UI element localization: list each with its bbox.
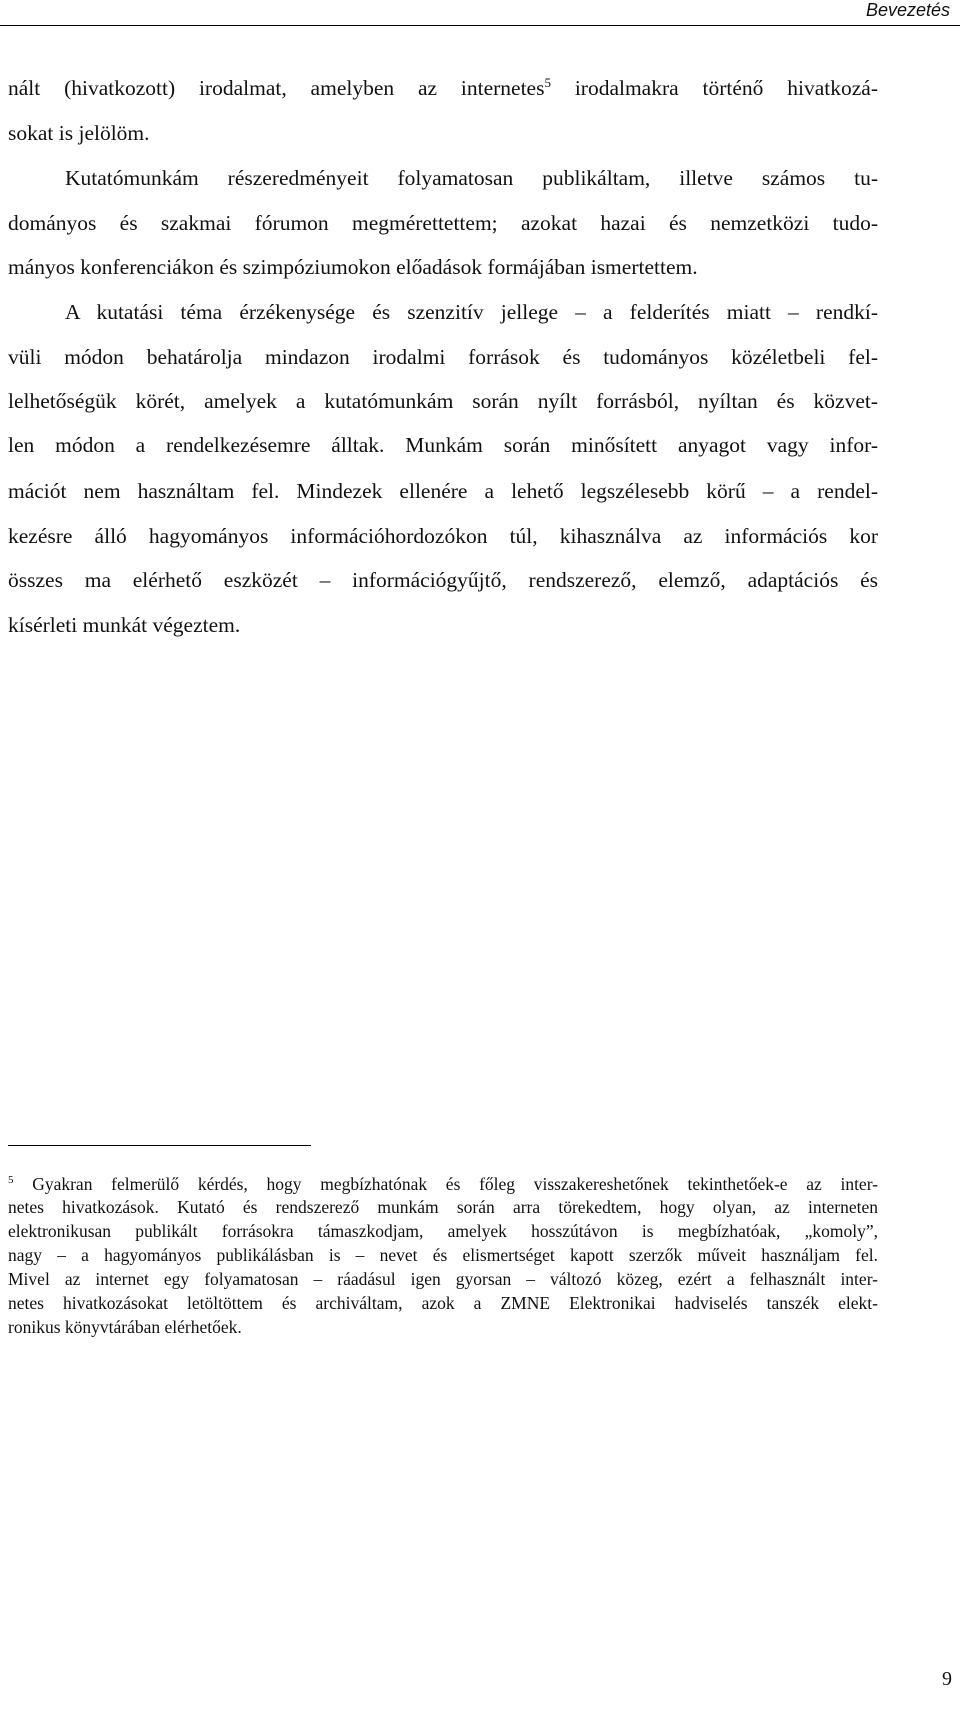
body-line: sokat is jelölöm. [8,121,150,145]
body-line [8,75,878,121]
body-line: kezésre álló hagyományos információhordozókon túl, kihasználva az információs kor [8,524,878,548]
footnote-text: Gyakran felmerülő kérdés, hogy megbízhatónak és főleg visszakereshetőnek tekinthetőek-e az inter- [32,1174,879,1194]
body-line: kísérleti munkát végeztem. [8,613,241,637]
footnote-line: ronikus könyvtárában elérhetőek. [8,1317,242,1337]
body-line: összes ma elérhető eszközét – információgyűjtő, rendszerező, elemző, adaptációs és [8,568,878,592]
body-line: dományos és szakmai fórumon megmérettettem; azokat hazai és nemzetközi tudo- [8,211,878,235]
page-number: 9 [942,1668,952,1690]
footnote-line: Mivel az internet egy folyamatosan – ráadásul igen gyorsan – változó közeg, ezért a felhasznált inter- [8,1269,878,1289]
footnote-line: elektronikusan publikált forrásokra támaszkodjam, amelyek hosszútávon is megbízhatóak, „komoly”, [8,1221,878,1241]
body-line: vüli módon behatárolja mindazon irodalmi források és tudományos közéletbeli fel- [8,345,878,369]
footnote-line: netes hivatkozásokat letöltöttem és archiváltam, azok a ZMNE Elektronikai hadviselés tanszék elekt- [8,1293,878,1313]
body-line: len módon a rendelkezésemre álltak. Munkám során minősített anyagot vagy infor- [8,433,878,457]
body-line: Kutatómunkám részeredményeit folyamatosan publikáltam, illetve számos tu- [65,166,878,190]
footnote-reference[interactable]: 5 [544,74,551,90]
body-line-text: irodalmakra történő hivatkozá- [574,76,878,100]
body-line: A kutatási téma érzékenysége és szenzitív jellege – a felderítés miatt – rendkí- [65,300,878,324]
footnote-line: nagy – a hagyományos publikálásban is – nevet és elismertséget kapott szerzők műveit használjam fel. [8,1245,878,1265]
footnote-line: netes hivatkozások. Kutató és rendszerező munkám során arra törekedtem, hogy olyan, az interneten [8,1197,878,1217]
body-line: mányos konferenciákon és szimpóziumokon előadások formájában ismertettem. [8,255,698,279]
footnote-separator [8,1145,311,1146]
footnote-marker: 5 [8,1174,14,1187]
body-line-text: nált (hivatkozott) irodalmat, amelyben az internetes [8,76,545,100]
header-rule [0,25,960,26]
body-line: mációt nem használtam fel. Mindezek ellenére a lehető legszélesebb körű – a rendel- [8,479,878,503]
body-line: lelhetőségük körét, amelyek a kutatómunkám során nyílt forrásból, nyíltan és közvet- [8,389,878,413]
running-header-title: Bevezetés [865,0,950,20]
